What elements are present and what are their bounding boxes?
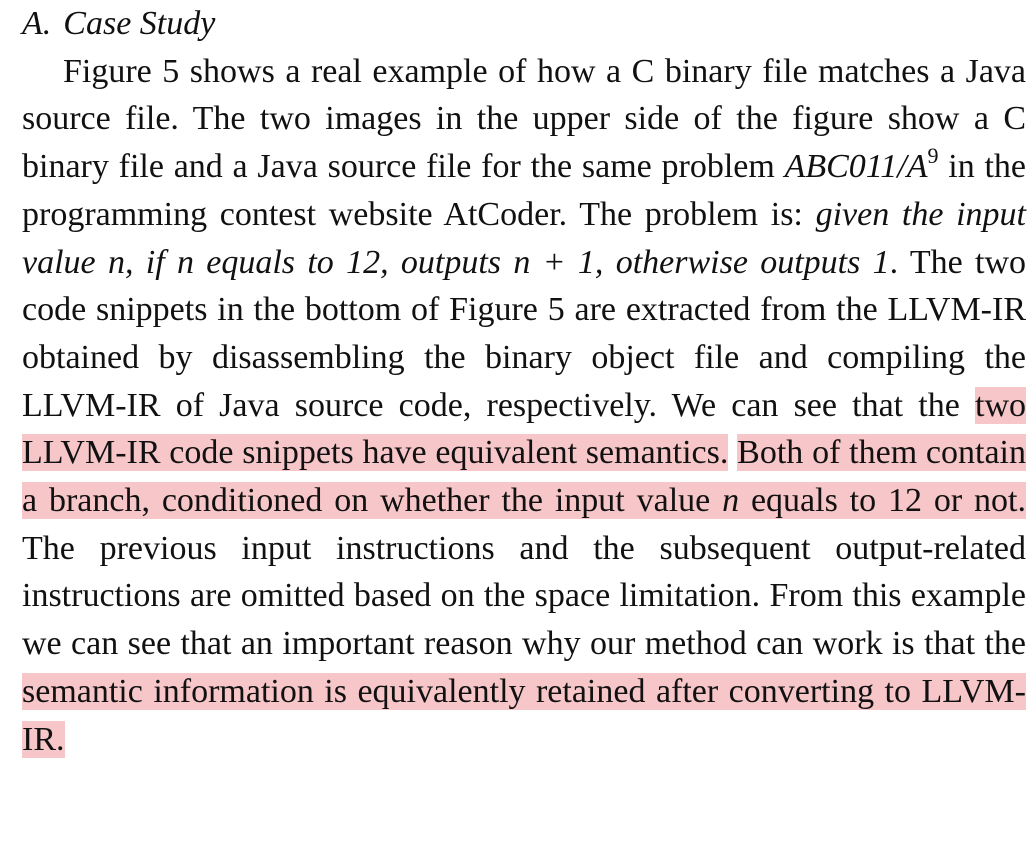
math-variable: n: [722, 482, 740, 520]
section-title: Case Study: [63, 5, 216, 42]
case-study-paragraph: [22, 48, 1026, 764]
highlight-text: equals to 12 or not.: [739, 482, 1026, 520]
paragraph-text: The previous input instructions and the subsequent output-related instructions are omitted based on the space limitation. From this example we can see that an important reason why our method can work is that the: [22, 529, 1026, 663]
footnote-mark: 9: [927, 143, 939, 169]
highlight-semantic-retained: semantic information is equivalently retained after converting to LLVM-IR.: [22, 672, 1026, 758]
highlight-text: Both of them contain a branch, conditioned on whether the input value: [22, 434, 1026, 520]
highlight-equivalent-semantics: two LLVM-IR code snippets have equivalent semantics.: [22, 386, 1026, 472]
paragraph-text: in the programming contest website AtCoder. The problem is:: [22, 148, 1026, 233]
math-variable: n: [176, 243, 194, 281]
paragraph-text: Figure 5 shows a real example of how a C binary file matches a Java source file. The two images in the upper side of the figure show a C binary file and a Java source file for the same problem: [22, 52, 1026, 186]
paragraph-text: [728, 434, 737, 471]
math-variable: n: [107, 243, 125, 281]
section-heading: [22, 0, 1026, 48]
math-expression: n + 1: [513, 243, 595, 281]
problem-statement-text: , otherwise outputs 1: [594, 243, 890, 281]
paragraph-text: . The two code snippets in the bottom of Figure 5 are extracted from the LLVM-IR obtained by disassembling the binary object file and compiling the LLVM-IR of Java source code, respectively. We can see that the: [22, 243, 1027, 424]
section-number: A.: [22, 5, 52, 42]
problem-id: ABC011/A: [784, 148, 928, 186]
problem-statement-text: equals to 12, outputs: [193, 243, 514, 281]
problem-statement-text: , if: [124, 243, 177, 281]
problem-statement-text: given the input value: [22, 195, 1026, 281]
